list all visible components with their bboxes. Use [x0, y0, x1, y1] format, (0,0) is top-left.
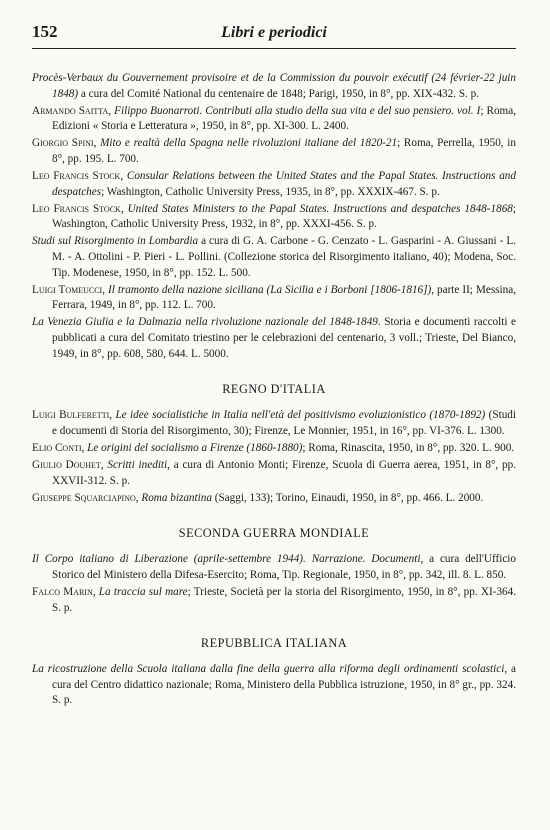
page-number: 152 — [32, 22, 58, 41]
bibliography-entry: Giuseppe Squarciapino, Roma bizantina (Saggi, 133); Torino, Einaudi, 1950, in 8°, pp. 466. L. 2000. — [32, 491, 484, 504]
bibliography-entry — [32, 552, 516, 583]
entry-author: Elio Conti — [32, 441, 82, 454]
entry-details: a cura di G. A. Carbone - G. Cenzato - L. Gasparini - A. Giussani - L. M. - A. Ottolini - P. Pieri - L. Pollini. (Collezione storica del Risorgimento italiano, 40); Modena, Soc. Tip. Modenese, 1950, in 8°, pp. 152. L. 500. — [52, 235, 516, 279]
entry-author: Giulio Douhet — [32, 458, 101, 471]
entry-author: Giorgio Spini — [32, 137, 94, 150]
entry-author: Falco Marin — [32, 585, 93, 598]
entry-title: Procès-Verbaux du Gouvernement provisoire et de la Commission du pouvoir exécutif (24 février-22 juin 1848) — [32, 72, 516, 100]
entry-details: (Saggi, 133); Torino, Einaudi, 1950, in 8°, pp. 466. L. 2000. — [211, 491, 484, 504]
bibliography-list — [32, 71, 516, 709]
entry-details: ; Trieste, Società per la storia del Risorgimento, 1950, in 8°, pp. XI-364. S. p. — [52, 585, 517, 614]
entry-title: La Venezia Giulia e la Dalmazia nella rivoluzione nazionale del 1848-1849 — [32, 316, 378, 329]
entry-title: Filippo Buonarroti. Contributi alla studio della sua vita e del suo pensiero. vol. I — [114, 104, 481, 117]
entry-title: Scritti inediti — [107, 458, 168, 471]
section-heading: SECONDA GUERRA MONDIALE — [178, 526, 370, 541]
entry-author: Luigi Bulferetti — [32, 409, 110, 422]
entry-details: a cura del Comité National du centenaire de 1848; Parigi, 1950, in 8°, pp. XIX-432. S. p. — [78, 87, 480, 100]
bibliography-entry: Armando Saitta, Filippo Buonarroti. Contributi alla studio della sua vita e del suo pensiero. vol. I; Roma, Edizioni « Storia e Letteratura », 1950, in 8°, pp. XI-300. L. 2400. — [32, 104, 517, 133]
bibliography-entry: Leo Francis Stock, Consular Relations between the United States and the Papal States. Instructions and despatches; Washington, Catholic University Press, 1935, in 8°, pp. XXXIX-467. S. p. — [32, 170, 516, 198]
entry-author: Armando Saitta — [32, 104, 109, 117]
entry-details: , a cura dell'Ufficio Storico del Ministero della Difesa-Esercito; Roma, Tip. Regionale, 1950, in 8°, pp. 342, ill. 8. L. 850. — [52, 553, 516, 581]
entry-details: , a cura di Antonio Monti; Firenze, Scuola di Guerra aerea, 1951, in 8°, pp. XXVII-312. S. p. — [52, 458, 517, 487]
entry-details: ; Washington, Catholic University Press, 1935, in 8°, pp. XXXIX-467. S. p. — [101, 185, 440, 198]
entry-details: ; Roma, Perrella, 1950, in 8°, pp. 195. L. 700. — [52, 137, 516, 165]
entry-author: Leo Francis Stock — [32, 170, 121, 183]
entry-title: Studi sul Risorgimento in Lombardia — [32, 235, 199, 248]
section-heading: REPUBBLICA ITALIANA — [200, 636, 348, 651]
bibliography-entry — [32, 71, 516, 102]
entry-title: La traccia sul mare — [98, 585, 188, 598]
bibliography-entry: Luigi Bulferetti, Le idee socialistiche in Italia nell'età del positivismo evoluzionistico (1870-1892) (Studi e documenti di Storia del Risorgimento, 30); Firenze, Le Monnier, 1951, in 16°, pp. VI-376. L. 1300. — [32, 409, 517, 437]
bibliography-entry: Elio Conti, Le origini del socialismo a Firenze (1860-1880); Roma, Rinascita, 1950, in 8°, pp. 320. L. 900. — [32, 441, 515, 454]
bibliography-entry — [32, 234, 516, 281]
bibliography-entry: Falco Marin, La traccia sul mare; Trieste, Società per la storia del Risorgimento, 1950, in 8°, pp. XI-364. S. p. — [32, 585, 517, 614]
bibliography-entry: Giorgio Spini, Mito e realtà della Spagna nelle rivoluzioni italiane del 1820-21; Roma, Perrella, 1950, in 8°, pp. 195. L. 700. — [32, 137, 516, 165]
entry-details: ; Roma, Rinascita, 1950, in 8°, pp. 320. L. 900. — [302, 441, 515, 454]
entry-title: Roma bizantina — [141, 491, 212, 504]
entry-details: , parte II; Messina, Ferrara, 1949, in 8°, pp. 112. L. 700. — [52, 283, 516, 312]
entry-details: . Storia e documenti raccolti e pubblicati a cura del Comitato triestino per le celebrazioni del centenario, 3 voll.; Trieste, Del Bianco, 1949, in 8°, pp. 608, 580, 644. L. 5000. — [52, 316, 516, 360]
entry-details: (Studi e documenti di Storia del Risorgimento, 30); Firenze, Le Monnier, 1951, in 16°, pp. VI-376. L. 1300. — [52, 409, 517, 437]
section-heading: REGNO D'ITALIA — [222, 382, 326, 397]
bibliography-entry: Giulio Douhet, Scritti inediti, a cura di Antonio Monti; Firenze, Scuola di Guerra aerea, 1951, in 8°, pp. XXVII-312. S. p. — [32, 458, 517, 487]
entry-title: Le idee socialistiche in Italia nell'età del positivismo evoluzionistico (1870-1892) — [115, 409, 486, 422]
entry-title: Il Corpo italiano di Liberazione (aprile-settembre 1944). Narrazione. Documenti — [32, 553, 421, 566]
running-title: Libri e periodici — [221, 24, 327, 41]
entry-details: , a cura del Centro didattico nazionale; Roma, Ministero della Pubblica istruzione, 1950, in 8° gr., pp. 324. S. p. — [52, 663, 516, 707]
entry-title: Consular Relations between the United States and the Papal States. Instructions and despatches — [52, 170, 516, 198]
entry-title: La ricostruzione della Scuola italiana dalla fine della guerra alla riforma degli ordinamenti scolastici — [32, 663, 505, 676]
bibliography-entry: Luigi Tomeucci, Il tramonto della nazione siciliana (La Sicilia e i Borboni [1806-1816]), parte II; Messina, Ferrara, 1949, in 8°, pp. 112. L. 700. — [32, 283, 516, 312]
bibliography-entry: Leo Francis Stock, United States Ministers to the Papal States. Instructions and despatches 1848-1868; Washington, Catholic University Press, 1932, in 8°, pp. XXXI-456. S. p. — [32, 202, 516, 231]
entry-details: ; Washington, Catholic University Press, 1932, in 8°, pp. XXXI-456. S. p. — [52, 202, 516, 231]
entry-title: Mito e realtà della Spagna nelle rivoluzioni italiane del 1820-21 — [100, 137, 398, 150]
bibliography-entry — [32, 662, 516, 709]
entry-details: ; Roma, Edizioni « Storia e Letteratura », 1950, in 8°, pp. XI-300. L. 2400. — [52, 104, 517, 133]
page-header — [32, 22, 516, 49]
entry-author: Giuseppe Squarciapino — [32, 491, 136, 504]
entry-title: United States Ministers to the Papal States. Instructions and despatches 1848-1868 — [127, 202, 513, 215]
entry-title: Il tramonto della nazione siciliana (La Sicilia e i Borboni [1806-1816]) — [108, 283, 432, 296]
entry-author: Leo Francis Stock — [32, 202, 121, 215]
entry-author: Luigi Tomeucci — [32, 283, 103, 296]
bibliography-entry — [32, 315, 516, 362]
entry-title: Le origini del socialismo a Firenze (1860-1880) — [87, 441, 303, 454]
